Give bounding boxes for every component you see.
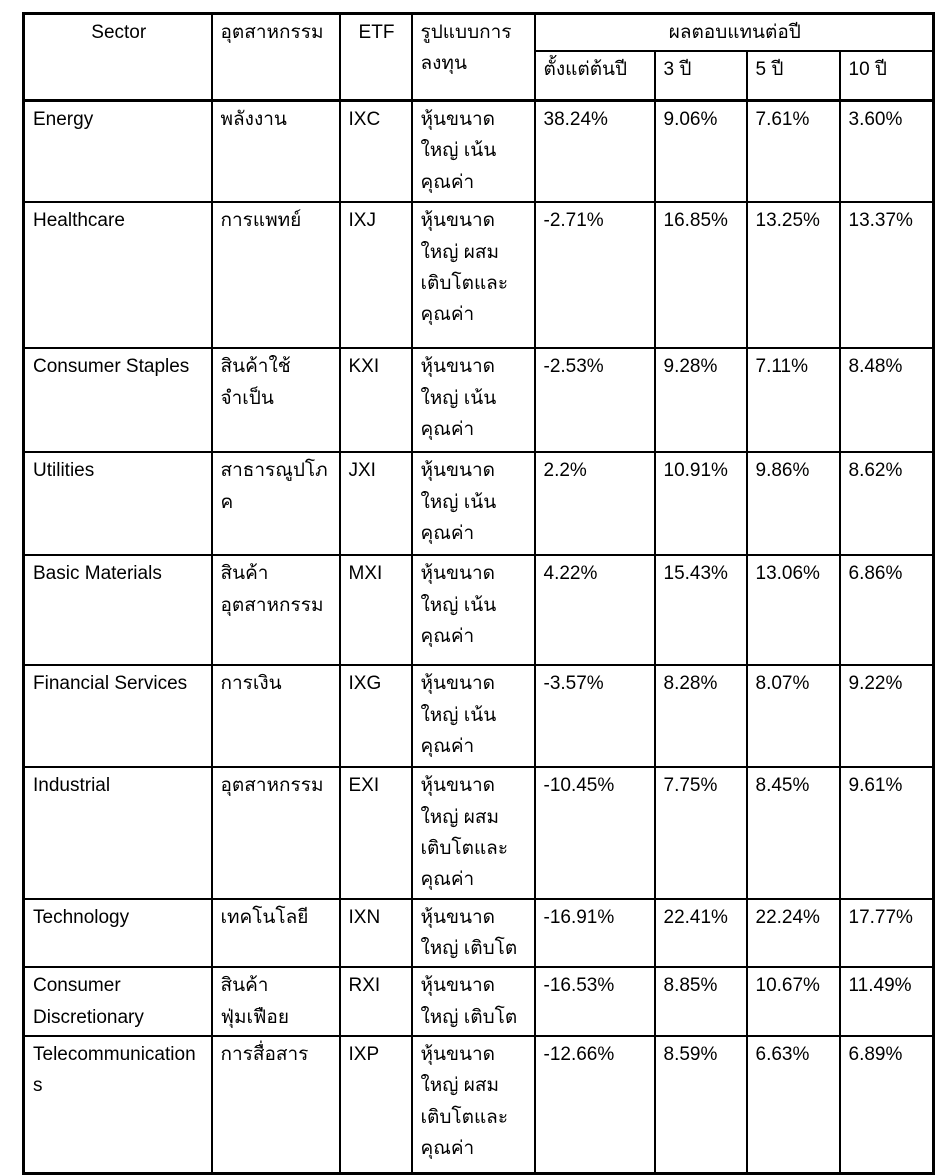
cell-10y-return: 17.77% bbox=[840, 899, 934, 968]
cell-10y-return: 8.62% bbox=[840, 452, 934, 555]
cell-etf: IXG bbox=[340, 665, 412, 767]
table-row bbox=[24, 100, 934, 202]
cell-ytd-return: -3.57% bbox=[535, 665, 655, 767]
cell-industry: อุตสาหกรรม bbox=[212, 767, 340, 898]
cell-industry: การแพทย์ bbox=[212, 202, 340, 348]
cell-industry: สินค้าใช้จำเป็น bbox=[212, 348, 340, 452]
cell-style: หุ้นขนาดใหญ่ เน้นคุณค่า bbox=[412, 555, 535, 665]
cell-etf: EXI bbox=[340, 767, 412, 898]
cell-style: หุ้นขนาดใหญ่ ผสมเติบโตและคุณค่า bbox=[412, 1036, 535, 1173]
table-row bbox=[24, 665, 934, 767]
sector-etf-returns-table bbox=[22, 12, 935, 1175]
header-sector: Sector bbox=[24, 14, 212, 101]
cell-3y-return: 7.75% bbox=[655, 767, 747, 898]
header-5y: 5 ปี bbox=[747, 51, 840, 100]
cell-industry: การสื่อสาร bbox=[212, 1036, 340, 1173]
cell-5y-return: 8.07% bbox=[747, 665, 840, 767]
table-row bbox=[24, 767, 934, 898]
table-row bbox=[24, 202, 934, 348]
cell-3y-return: 8.59% bbox=[655, 1036, 747, 1173]
cell-ytd-return: -16.91% bbox=[535, 899, 655, 968]
cell-5y-return: 7.11% bbox=[747, 348, 840, 452]
cell-ytd-return: 2.2% bbox=[535, 452, 655, 555]
cell-style: หุ้นขนาดใหญ่ เน้นคุณค่า bbox=[412, 348, 535, 452]
cell-sector: Healthcare bbox=[24, 202, 212, 348]
table-row bbox=[24, 555, 934, 665]
cell-3y-return: 8.85% bbox=[655, 967, 747, 1036]
cell-10y-return: 13.37% bbox=[840, 202, 934, 348]
cell-style: หุ้นขนาดใหญ่ เติบโต bbox=[412, 899, 535, 968]
cell-industry: สาธารณูปโภค bbox=[212, 452, 340, 555]
cell-10y-return: 8.48% bbox=[840, 348, 934, 452]
cell-10y-return: 3.60% bbox=[840, 100, 934, 202]
cell-sector: Technology bbox=[24, 899, 212, 968]
header-ytd: ตั้งแต่ต้นปี bbox=[535, 51, 655, 100]
header-3y: 3 ปี bbox=[655, 51, 747, 100]
cell-sector: Telecommunications bbox=[24, 1036, 212, 1173]
cell-etf: JXI bbox=[340, 452, 412, 555]
cell-5y-return: 8.45% bbox=[747, 767, 840, 898]
cell-style: หุ้นขนาดใหญ่ เติบโต bbox=[412, 967, 535, 1036]
cell-10y-return: 9.22% bbox=[840, 665, 934, 767]
cell-style: หุ้นขนาดใหญ่ ผสมเติบโตและคุณค่า bbox=[412, 202, 535, 348]
cell-10y-return: 9.61% bbox=[840, 767, 934, 898]
header-industry: อุตสาหกรรม bbox=[212, 14, 340, 101]
cell-5y-return: 6.63% bbox=[747, 1036, 840, 1173]
cell-sector: Utilities bbox=[24, 452, 212, 555]
cell-10y-return: 6.89% bbox=[840, 1036, 934, 1173]
header-style: รูปแบบการลงทุน bbox=[412, 14, 535, 101]
cell-ytd-return: -12.66% bbox=[535, 1036, 655, 1173]
cell-3y-return: 22.41% bbox=[655, 899, 747, 968]
cell-sector: Industrial bbox=[24, 767, 212, 898]
cell-style: หุ้นขนาดใหญ่ เน้นคุณค่า bbox=[412, 452, 535, 555]
cell-ytd-return: 4.22% bbox=[535, 555, 655, 665]
cell-3y-return: 9.28% bbox=[655, 348, 747, 452]
cell-style: หุ้นขนาดใหญ่ เน้นคุณค่า bbox=[412, 665, 535, 767]
header-10y: 10 ปี bbox=[840, 51, 934, 100]
cell-3y-return: 16.85% bbox=[655, 202, 747, 348]
table-body bbox=[24, 100, 934, 1173]
table-row bbox=[24, 452, 934, 555]
cell-3y-return: 10.91% bbox=[655, 452, 747, 555]
cell-5y-return: 13.06% bbox=[747, 555, 840, 665]
header-etf: ETF bbox=[340, 14, 412, 101]
cell-ytd-return: -2.71% bbox=[535, 202, 655, 348]
cell-ytd-return: 38.24% bbox=[535, 100, 655, 202]
cell-etf: IXP bbox=[340, 1036, 412, 1173]
cell-sector: Financial Services bbox=[24, 665, 212, 767]
cell-3y-return: 9.06% bbox=[655, 100, 747, 202]
table-row bbox=[24, 899, 934, 968]
cell-industry: สินค้าอุตสาหกรรม bbox=[212, 555, 340, 665]
table-row bbox=[24, 967, 934, 1036]
cell-ytd-return: -16.53% bbox=[535, 967, 655, 1036]
cell-sector: Consumer Staples bbox=[24, 348, 212, 452]
cell-5y-return: 22.24% bbox=[747, 899, 840, 968]
cell-style: หุ้นขนาดใหญ่ ผสมเติบโตและคุณค่า bbox=[412, 767, 535, 898]
cell-etf: IXJ bbox=[340, 202, 412, 348]
cell-style: หุ้นขนาดใหญ่ เน้นคุณค่า bbox=[412, 100, 535, 202]
cell-industry: การเงิน bbox=[212, 665, 340, 767]
cell-10y-return: 11.49% bbox=[840, 967, 934, 1036]
cell-5y-return: 13.25% bbox=[747, 202, 840, 348]
cell-5y-return: 10.67% bbox=[747, 967, 840, 1036]
cell-ytd-return: -10.45% bbox=[535, 767, 655, 898]
cell-etf: KXI bbox=[340, 348, 412, 452]
cell-sector: Consumer Discretionary bbox=[24, 967, 212, 1036]
cell-etf: MXI bbox=[340, 555, 412, 665]
cell-sector: Basic Materials bbox=[24, 555, 212, 665]
cell-industry: พลังงาน bbox=[212, 100, 340, 202]
table-header bbox=[24, 14, 934, 101]
cell-sector: Energy bbox=[24, 100, 212, 202]
cell-etf: IXN bbox=[340, 899, 412, 968]
header-returns-group: ผลตอบแทนต่อปี bbox=[535, 14, 934, 52]
cell-3y-return: 15.43% bbox=[655, 555, 747, 665]
cell-3y-return: 8.28% bbox=[655, 665, 747, 767]
cell-etf: RXI bbox=[340, 967, 412, 1036]
cell-industry: สินค้าฟุ่มเฟือย bbox=[212, 967, 340, 1036]
cell-industry: เทคโนโลยี bbox=[212, 899, 340, 968]
table-row bbox=[24, 348, 934, 452]
table-row bbox=[24, 1036, 934, 1173]
cell-etf: IXC bbox=[340, 100, 412, 202]
cell-ytd-return: -2.53% bbox=[535, 348, 655, 452]
cell-10y-return: 6.86% bbox=[840, 555, 934, 665]
cell-5y-return: 9.86% bbox=[747, 452, 840, 555]
cell-5y-return: 7.61% bbox=[747, 100, 840, 202]
